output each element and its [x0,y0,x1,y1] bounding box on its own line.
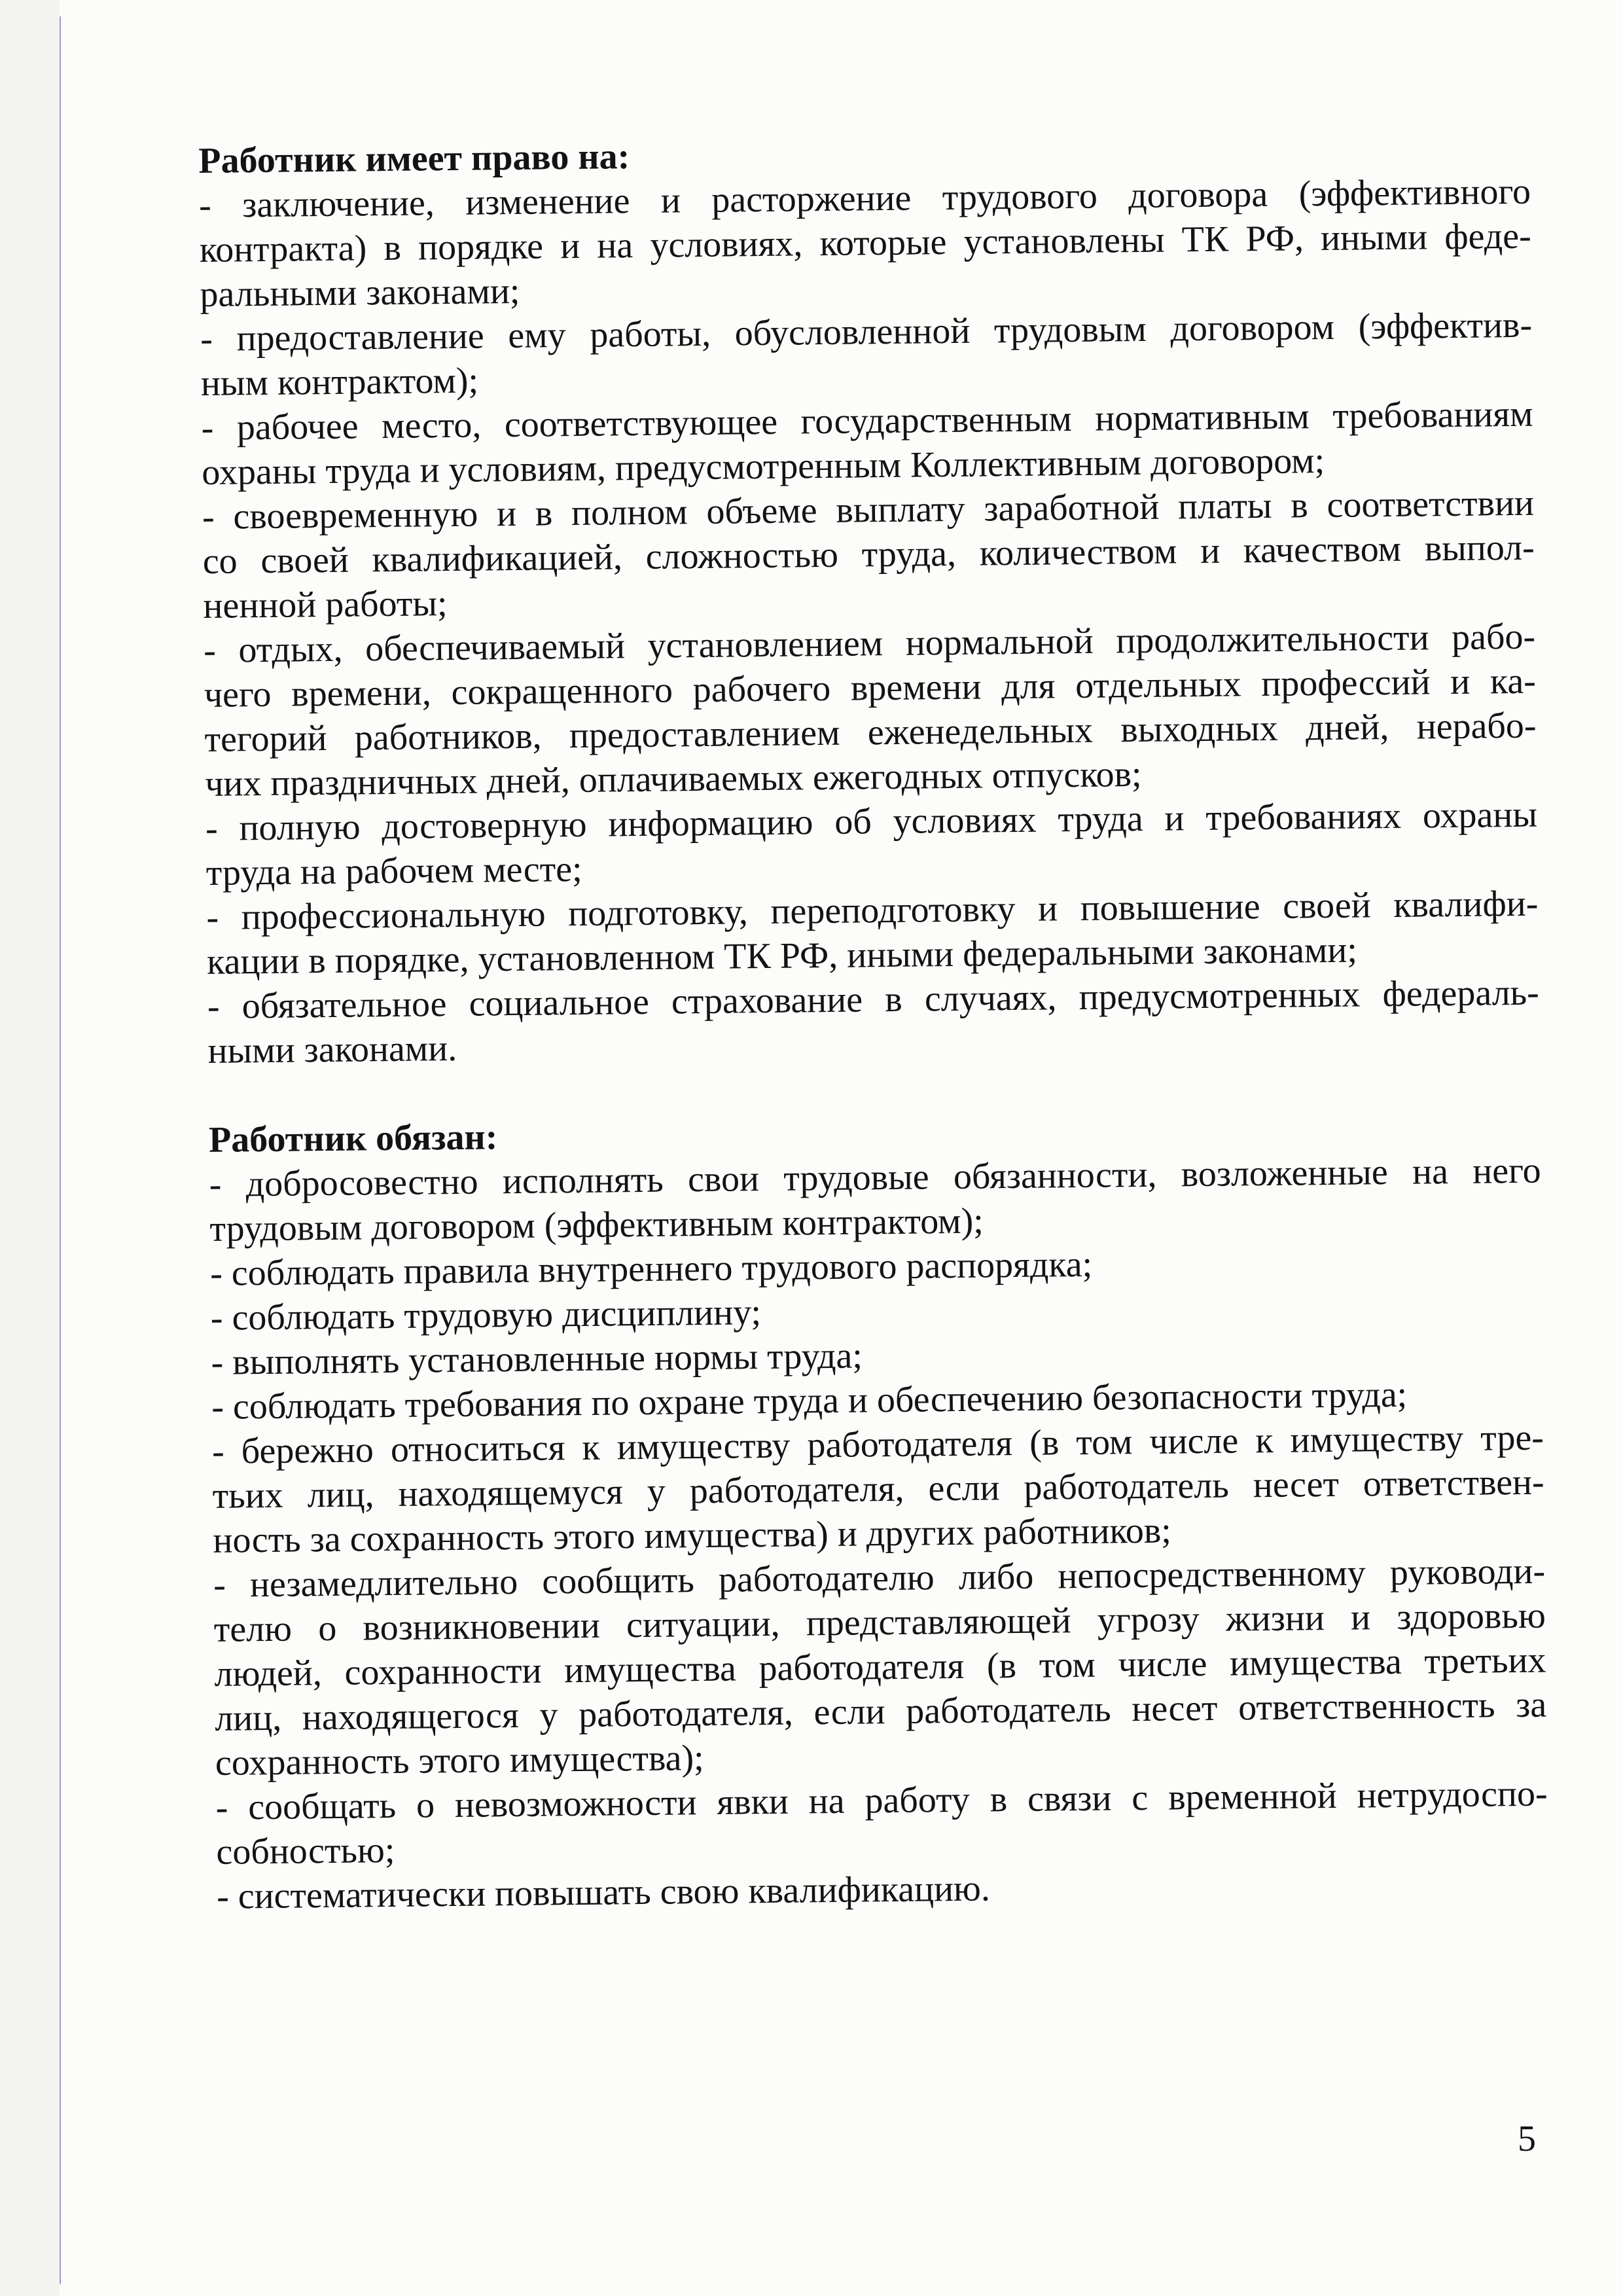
document-body [198,125,1548,1919]
text-line: трудовым договором (эффективным контрактом); [209,1200,984,1249]
text-line: телю о возникновении ситуации, представляющей угрозу жизни и здоровью [213,1595,1546,1650]
text-line: - добросовестно исполнять свои трудовые обязанности, возложенные на него [209,1150,1541,1205]
text-line: тегорий работников, предоставлением еженедельных выходных дней, нерабо- [204,705,1537,760]
text-line: - рабочее место, соответствующее государственным нормативным требованиям [201,393,1533,448]
text-line: - незамедлительно сообщить работодателю либо непосредственному руководи- [213,1551,1546,1605]
paragraph [212,1416,1545,1563]
scan-edge-band [0,0,60,2296]
text-line: - обязательное социальное страхование в случаях, предусмотренных федераль- [207,972,1540,1027]
text-line: сохранность этого имущества); [215,1738,705,1784]
text-line: - предоставление ему работы, обусловленной трудовым договором (эффектив- [200,304,1533,359]
paragraph [209,1149,1541,1251]
text-line: кации в порядке, установленном ТК РФ, иными федеральными законами; [206,929,1358,982]
text-line: - систематически повышать свою квалификацию. [216,1868,991,1917]
page-number: 5 [1518,2119,1536,2159]
text-line: лиц, находящегося у работодателя, если работодатель несет ответственность за [214,1684,1547,1739]
text-line: ральными законами; [200,270,520,315]
text-line: - бережно относиться к имуществу работодателя (в том числе к имуществу тре- [211,1417,1544,1472]
text-line: - соблюдать требования по охране труда и обеспечению безопасности труда; [211,1374,1408,1427]
paragraph [200,303,1533,406]
text-line: - отдых, обеспечиваемый установлением нормальной продолжительности рабо- [203,616,1536,671]
text-line: людей, сохранности имущества работодателя (в том числе имущества третьих [214,1640,1546,1695]
text-line: тьих лиц, находящемуся у работодателя, если работодатель несет ответствен- [212,1462,1544,1516]
text-line: ными законами. [207,1028,457,1071]
text-line: чего времени, сокращенного рабочего времени для отдельных профессий и ка- [204,660,1537,715]
paragraph [213,1549,1547,1785]
text-line: - профессиональную подготовку, переподготовку и повышение своей квалифи- [206,883,1539,938]
text-line: - выполнять установленные нормы труда; [211,1335,863,1383]
paragraph [207,971,1540,1073]
paragraph [204,615,1537,806]
paragraph [205,793,1538,895]
text-line: - полную достоверную информацию об условиях труда и требованиях охраны [205,794,1538,849]
text-line: - своевременную и в полном объеме выплату заработной платы в соответствии [202,482,1535,537]
paragraph [206,882,1539,984]
document-section [209,1104,1549,1919]
text-line: ность за сохранность этого имущества) и других работников; [213,1510,1172,1561]
text-line: собностью; [216,1829,395,1873]
text-line: - сообщать о невозможности явки на работу в связи с временной нетрудоспо- [215,1773,1548,1828]
document-section [198,125,1540,1073]
text-line: ненной работы; [203,583,448,626]
section-heading: Работник имеет право на: [198,136,630,181]
text-line: контракта) в порядке и на условиях, которые установлены ТК РФ, иными феде- [199,215,1531,270]
text-line: охраны труда и условиям, предусмотренным Коллективным договором; [202,440,1325,493]
text-line: - соблюдать трудовую дисциплину; [210,1292,762,1338]
text-line: - соблюдать правила внутреннего трудового распорядка; [209,1244,1093,1294]
text-line: чих праздничных дней, оплачиваемых ежегодных отпусков; [205,753,1142,804]
section-heading: Работник обязан: [208,1117,498,1160]
scan-edge-line [60,16,61,2284]
paragraph [201,392,1533,495]
paragraph [215,1772,1548,1874]
text-line: со своей квалификацией, сложностью труда, количеством и качеством выпол- [202,527,1535,582]
text-line: труда на рабочем месте; [205,848,582,893]
paragraph [199,170,1532,317]
text-line: ным контрактом); [200,360,479,404]
paragraph [202,481,1535,628]
text-line: - заключение, изменение и расторжение трудового договора (эффективного [198,171,1531,226]
